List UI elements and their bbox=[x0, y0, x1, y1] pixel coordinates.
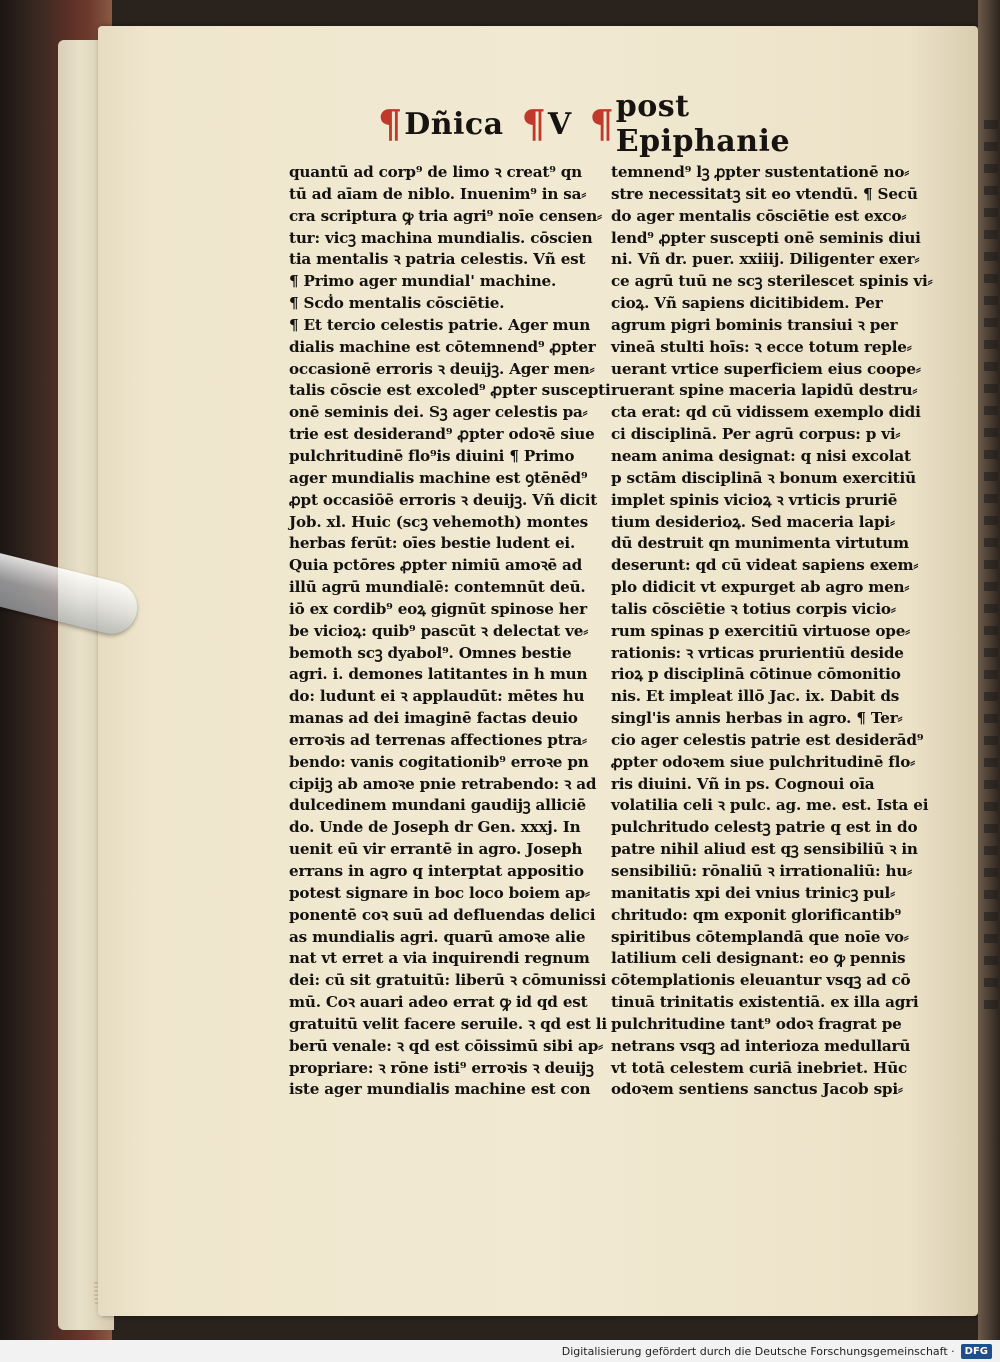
text-line: tia mentalis ꝛ patria celestis. Vñ est bbox=[289, 250, 586, 269]
text-line: Job. xl. Huic (scꝫ vehemoth) montes bbox=[289, 512, 589, 531]
header-item bbox=[590, 89, 830, 159]
text-line: talis cōscie est excoled⁹ ꝓpter suscepti bbox=[289, 381, 611, 400]
text-line: tū ad aīam de niblo. Inuenim⁹ in sa⸗ bbox=[289, 184, 587, 203]
text-line: do. Unde de Joseph dr Gen. xxxj. In bbox=[289, 818, 581, 837]
header-numeral: V bbox=[547, 106, 572, 142]
text-line: singl'is annis herbas in agro. ¶ Ter⸗ bbox=[611, 709, 903, 728]
text-line: do: ludunt ei ꝛ applaudūt: mētes hu bbox=[289, 687, 585, 706]
dfg-logo-icon: DFG bbox=[961, 1344, 992, 1359]
pilcrow-icon: ¶ bbox=[521, 101, 546, 146]
text-line: neam anima designat: q nisi excolat bbox=[611, 446, 911, 465]
text-line: as mundialis agri. quarū amoꝛe alie bbox=[289, 927, 586, 946]
text-line: vt totā celestem curiā inebriet. Hūc bbox=[611, 1058, 908, 1077]
text-line: ponentē coꝛ suū ad defluendas delici bbox=[289, 905, 596, 924]
text-line: illū agrū mundialē: contemnūt deū. bbox=[289, 578, 586, 597]
text-line: errans in agro q interptat appositio bbox=[289, 862, 584, 880]
text-line: manitatis xpi dei vnius trinicꝫ pul⸗ bbox=[611, 883, 895, 902]
text-line: pulchritudo celestꝫ patrie q est in do bbox=[611, 818, 918, 837]
text-line: cipijꝫ ab amoꝛe pnie retrabendo: ꝛ ad bbox=[289, 774, 597, 793]
text-line: ¶ Scḋo mentalis cōsciētie. bbox=[289, 294, 505, 313]
text-line: implet spinis vicioꝝ ꝛ vrticis pruriē bbox=[611, 490, 898, 509]
text-line: onē seminis dei. Sꝫ ager celestis pa⸗ bbox=[289, 403, 588, 422]
text-line: rum spinas p exercitiū virtuose ope⸗ bbox=[611, 621, 911, 640]
header-post-epiphanie: post Epiphanie bbox=[615, 89, 791, 159]
header-item bbox=[378, 101, 504, 146]
text-line: ni. Vñ dr. puer. xxiiij. Diligenter exer⸗ bbox=[611, 250, 920, 269]
text-line: netrans vsqꝫ ad interioza medullarū bbox=[611, 1036, 911, 1055]
text-line: trie est desiderand⁹ ꝓpter odoꝛē siue bbox=[289, 425, 595, 444]
text-line: ager mundialis machine est ꝯtēnēd⁹ bbox=[289, 468, 588, 487]
text-line: ris diuini. Vñ in ps. Cognoui oīa bbox=[611, 774, 875, 793]
text-line: be vicioꝝ: quib⁹ pascūt ꝛ delectat ve⸗ bbox=[289, 621, 589, 640]
text-line: pulchritudinē flo⁹is diuini ¶ Primo bbox=[289, 446, 575, 465]
text-line: nat vt erret a via inquirendi regnum bbox=[289, 949, 590, 968]
running-header bbox=[378, 89, 848, 159]
text-line: gratuitū velit facere seruile. ꝛ qd est li bbox=[289, 1014, 607, 1033]
text-line: quantū ad corp⁹ de limo ꝛ creat⁹ qn bbox=[289, 163, 583, 181]
text-line: ¶ Et tercio celestis patrie. Ager mun bbox=[289, 315, 591, 334]
text-line: vineā stulti hoīs: ꝛ ecce totum reple⸗ bbox=[611, 337, 912, 356]
text-line: bemoth scꝫ dyabol⁹. Omnes bestie bbox=[289, 643, 572, 662]
clip-bar bbox=[0, 550, 143, 639]
text-line: manas ad dei imaginē factas deuio bbox=[289, 709, 578, 728]
text-line: rationis: ꝛ vrticas prurientiū deside bbox=[611, 643, 904, 662]
text-line: uerant vrtice superficiem eius coope⸗ bbox=[611, 359, 921, 378]
pilcrow-icon: ¶ bbox=[378, 101, 403, 146]
text-line: cio ager celestis patrie est desiderād⁹ bbox=[611, 730, 924, 749]
text-line: agrum pigri bominis transiui ꝛ per bbox=[611, 315, 898, 334]
text-line: ci disciplinā. Per agrū corpus: p vi⸗ bbox=[611, 425, 901, 444]
text-line: p sctām disciplinā ꝛ bonum exercitiū bbox=[611, 468, 916, 487]
text-line: herbas ferūt: oīes bestie ludent ei. bbox=[289, 534, 576, 553]
text-line: patre nihil aliud est qꝫ sensibiliū ꝛ in bbox=[611, 840, 918, 859]
facing-page-text-edge bbox=[984, 120, 998, 1020]
text-line: stre necessitatꝫ sit eo vtendū. ¶ Secū bbox=[611, 184, 918, 203]
text-line: dei: cū sit gratuitū: liberū ꝛ cōmunissi bbox=[289, 971, 607, 990]
footer-credit: Digitalisierung gefördert durch die Deutsche Forschungsgemeinschaft · bbox=[561, 1344, 955, 1358]
text-line: Quia pctōres ꝓpter nimiū amoꝛē ad bbox=[289, 556, 583, 575]
text-line: cta erat: qd cū vidissem exemplo didi bbox=[611, 403, 921, 422]
text-line: berū venale: ꝛ qd est cōissimū sibi ap⸗ bbox=[289, 1036, 603, 1055]
text-line: occasionē erroris ꝛ deuijꝫ. Ager men⸗ bbox=[289, 359, 595, 378]
text-line: propriare: ꝛ rōne isti⁹ erroꝛis ꝛ deuijꝫ bbox=[289, 1058, 594, 1077]
text-line: rioꝝ p disciplinā cōtinue cōmonitio bbox=[611, 665, 901, 684]
text-line: temnend⁹ lꝫ ꝓpter sustentationē no⸗ bbox=[611, 163, 910, 181]
text-line: erroꝛis ad terrenas affectiones ptra⸗ bbox=[289, 730, 587, 749]
text-line: potest signare in boc loco boiem ap⸗ bbox=[289, 883, 590, 902]
text-line: bendo: vanis cogitationib⁹ erroꝛe pn bbox=[289, 752, 589, 771]
text-line: ruerant spine maceria lapidū destru⸗ bbox=[611, 381, 918, 400]
text-line: deserunt: qd cū videat sapiens exem⸗ bbox=[611, 556, 919, 575]
text-line: talis cōsciētie ꝛ totius corpis vicio⸗ bbox=[611, 599, 896, 618]
text-line: ¶ Primo ager mundial' machine. bbox=[289, 272, 557, 291]
text-line: plo didicit vt expurget ab agro men⸗ bbox=[611, 578, 910, 597]
text-line: tur: vicꝫ machina mundialis. cōscien bbox=[289, 228, 593, 247]
text-line: dulcedinem mundani gaudijꝫ alliciē bbox=[289, 796, 586, 815]
text-line: dialis machine est cōtemnend⁹ ꝓpter bbox=[289, 337, 596, 356]
text-line: dū destruit qn munimenta virtutum bbox=[611, 534, 909, 553]
text-line: agri. i. demones latitantes in h mun bbox=[289, 665, 588, 684]
text-line: ce agrū tuū ne scꝫ sterilescet spinis vi⸗ bbox=[611, 272, 933, 291]
text-column-left bbox=[289, 162, 611, 1101]
text-line: tinuā trinitatis existentiā. ex illa agri bbox=[611, 993, 919, 1012]
text-line: uenit eū vir errantē in agro. Joseph bbox=[289, 840, 583, 859]
text-line: nis. Et impleat illō Jac. ix. Dabit ds bbox=[611, 687, 900, 706]
pilcrow-icon: ¶ bbox=[589, 101, 614, 146]
text-line: ꝓpt occasiōē erroris ꝛ deuijꝫ. Vñ dicit bbox=[289, 490, 598, 509]
text-column-right bbox=[611, 162, 933, 1101]
text-line: iste ager mundialis machine est con bbox=[289, 1080, 591, 1099]
text-line: odoꝛem sentiens sanctus Jacob spi⸗ bbox=[611, 1080, 903, 1099]
text-line: volatilia celi ꝛ pulc. ag. me. est. Ista ei bbox=[611, 796, 929, 815]
text-line: mū. Coꝛ auari adeo errat ꝙ id qd est bbox=[289, 993, 588, 1012]
text-line: lend⁹ ꝓpter suscepti onē seminis diui bbox=[611, 228, 921, 247]
digitization-footer bbox=[0, 1340, 1000, 1362]
text-line: do ager mentalis cōsciētie est exco⸗ bbox=[611, 206, 907, 225]
text-line: cra scriptura ꝙ tria agri⁹ noīe censen⸗ bbox=[289, 206, 602, 225]
text-line: latilium celi designant: eo ꝙ pennis bbox=[611, 949, 906, 968]
text-line: cōtemplationis eleuantur vsqꝫ ad cō bbox=[611, 971, 911, 990]
text-line: spiritibus cōtemplandā que noīe vo⸗ bbox=[611, 927, 909, 946]
text-line: tium desiderioꝝ. Sed maceria lapi⸗ bbox=[611, 512, 895, 531]
header-dominica: Dñica bbox=[404, 106, 504, 142]
text-line: sensibiliū: rōnaliū ꝛ irrationaliū: hu⸗ bbox=[611, 862, 913, 880]
header-item bbox=[521, 101, 572, 146]
text-line: iō ex cordib⁹ eoꝝ gignūt spinose her bbox=[289, 599, 587, 618]
text-line: cioꝝ. Vñ sapiens dicitibidem. Per bbox=[611, 294, 883, 313]
text-line: ꝓpter odoꝛem siue pulchritudinē flo⸗ bbox=[611, 752, 915, 771]
text-line: chritudo: qm exponit glorificantib⁹ bbox=[611, 905, 902, 924]
text-line: pulchritudine tant⁹ odoꝛ fragrat pe bbox=[611, 1014, 902, 1033]
